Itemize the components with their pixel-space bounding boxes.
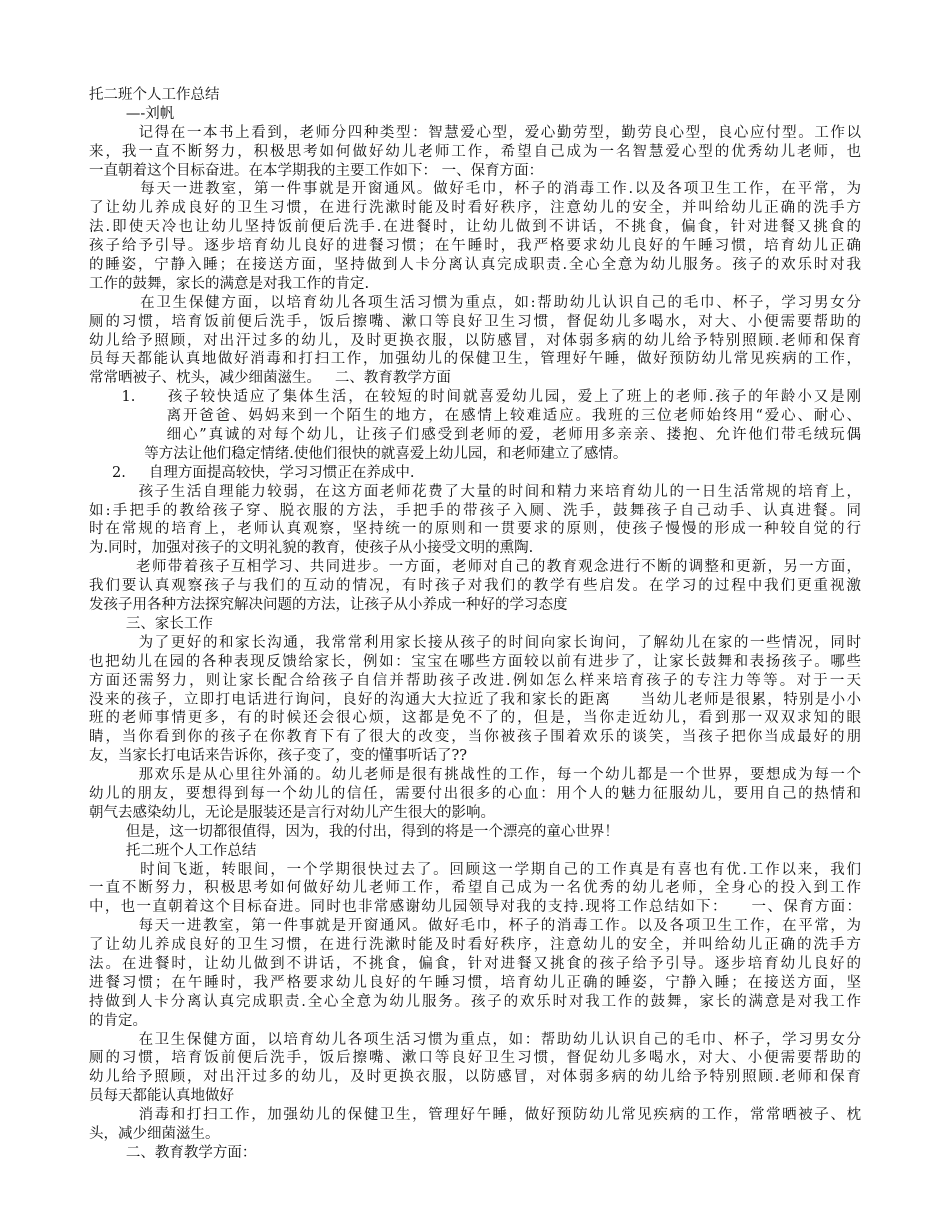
list-item: 2. 自理方面提高较快，学习习惯正在养成中. (89, 464, 415, 481)
list-item-continued: 细心”真诚的对每个幼儿，让孩子们感受到老师的爱，老师用多亲亲、搂抱、允许他们带毛绒玩偶 (89, 427, 861, 444)
text-line: 法。在进餐时，让幼儿做到不讲话，不挑食，偏食，针对进餐又挑食的孩子给予引导。逐步培育幼儿良好的 (89, 955, 861, 972)
text-line: 友，当家长打电话来告诉你，孩子变了，变的懂事听话了?? (89, 748, 468, 765)
text-line: 方面还需努力，则让家长配合给孩子自信并帮助孩子改进.例如怎么样来培育孩子的专注力等等。对于一天 (89, 672, 861, 689)
text-line: 一直朝着这个目标奋进。在本学期我的主要工作如下： 一、保育方面： (89, 162, 544, 179)
text-line: 厕的习惯，培育饭前便后洗手，饭后擦嘴、漱口等良好卫生习惯，督促幼儿多喝水，对大、小便需要帮助的 (89, 313, 861, 330)
text-line: 中，也一直朝着这个目标奋进。同时也非常感谢幼儿园领导对我的支持.现将工作总结如下： 一、保育方面： (89, 899, 861, 916)
text-line: 幼儿给予照顾，对出汗过多的幼儿，及时更换衣服，以防感冒，对体弱多病的幼儿给予特别照顾.老师和保育 (89, 1069, 861, 1086)
text-line: 进餐习惯；在午睡时，我严格要求幼儿良好的午睡习惯，培育幼儿正确的睡姿，宁静入睡；在接送方面，坚 (89, 974, 861, 991)
text-line: 睛，当你看到你的孩子在你教育下有了很大的改变，当你被孩子围着欢乐的谈笑，当孩子把你当成最好的朋 (89, 729, 861, 746)
text-line: 我们要认真观察孩子与我们的互动的情况，有时孩子对我们的教学有些启发。在学习的过程中我们更重视激 (89, 578, 861, 595)
text-line: 时间飞逝，转眼间，一个学期很快过去了。回顾这一学期自己的工作真是有喜也有优.工作以来，我们 (89, 861, 861, 878)
text-line: 每天一进教室，第一件事就是开窗通风。做好毛巾，杯子的消毒工作.以及各项卫生工作，在平常，为 (89, 181, 861, 198)
text-line: 为了更好的和家长沟通，我常常利用家长接从孩子的时间向家长询问，了解幼儿在家的一些情况，同时 (89, 634, 861, 651)
section-heading: 三、家长工作 (89, 615, 213, 632)
author-line: —-刘帆 (89, 105, 175, 122)
text-line: 的肯定。 (89, 1012, 147, 1029)
text-line: 也把幼儿在园的各种表现反馈给家长，例如：宝宝在哪些方面较以前有进步了，让家长鼓舞和表扬孩子。哪些 (89, 653, 861, 670)
text-line: 消毒和打扫工作，加强幼儿的保健卫生，管理好午睡，做好预防幼儿常见疾病的工作，常常晒被子、枕 (89, 1107, 861, 1124)
text-line: 工作的鼓舞，家长的满意是对我工作的肯定. (89, 275, 370, 292)
text-line: 记得在一本书上看到，老师分四种类型：智慧爱心型，爱心勤劳型，勤劳良心型，良心应付型。工作以 (89, 124, 861, 141)
text-line: 来，我一直不断努力，积极思考如何做好幼儿老师工作，希望自己成为一名智慧爱心型的优秀幼儿老师，也 (89, 143, 861, 160)
list-item-continued: 等方法让他们稳定情绪.使他们很快的就喜爱上幼儿园，和老师建立了感情。 (89, 445, 628, 462)
document-body (89, 86, 861, 1163)
text-line: 发孩子用各种方法探究解决问题的方法，让孩子从小养成一种好的学习态度 (89, 597, 568, 614)
text-line: 每天一进教室，第一件事就是开窗通风。做好毛巾，杯子的消毒工作。以及各项卫生工作，在平常，为 (89, 918, 861, 935)
section-heading: 二、教育教学方面： (89, 1144, 257, 1161)
text-line: 为.同时，加强对孩子的文明礼貌的教育，使孩子从小接受文明的熏陶. (89, 540, 534, 557)
text-line: 头，减少细菌滋生。 (89, 1125, 220, 1142)
text-line: 持做到人卡分离认真完成职责.全心全意为幼儿服务。孩子的欢乐时对我工作的鼓舞，家长的满意是对我工作 (89, 993, 861, 1010)
text-line: 幼儿的朋友，要想得到每一个幼儿的信任，需要付出很多的心血：用个人的魅力征服幼儿，要用自己的热情和 (89, 785, 861, 802)
list-item: 1. 孩子较快适应了集体生活，在较短的时间就喜爱幼儿园，爱上了班上的老师.孩子的年龄小又是刚 (89, 389, 861, 406)
text-line: 在卫生保健方面，以培育幼儿各项生活习惯为重点，如:帮助幼儿认识自己的毛巾、杯子，学习男女分 (89, 294, 861, 311)
document-title: 托二班个人工作总结 (89, 87, 220, 103)
text-line: 的睡姿，宁静入睡；在接送方面，坚持做到人卡分离认真完成职责.全心全意为幼儿服务。孩子的欢乐时对我 (89, 257, 861, 274)
text-line: 班的老师事情更多，有的时候还会很心烦，这都是免不了的，但是，当你走近幼儿，看到那一双双求知的眼 (89, 710, 861, 727)
text-line: 没来的孩子，立即打电话进行询问，良好的沟通大大拉近了我和家长的距离 当幼儿老师是很累，特别是小小 (89, 691, 861, 708)
second-title: 托二班个人工作总结 (89, 842, 257, 859)
text-line: 员每天都能认真地做好 (89, 1088, 234, 1105)
text-line: 幼儿给予照顾，对出汗过多的幼儿，及时更换衣服，以防感冒，对体弱多病的幼儿给予特别照顾.老师和保育 (89, 332, 861, 349)
text-line: 孩子给予引导。逐步培育幼儿良好的进餐习惯；在午睡时，我严格要求幼儿良好的午睡习惯，培育幼儿正确 (89, 238, 861, 255)
text-line: 时在常规的培育上，老师认真观察，坚持统一的原则和一贯要求的原则，使孩子慢慢的形成一种较自觉的行 (89, 521, 861, 538)
text-line: 老师带着孩子互相学习、共同进步。一方面，老师对自己的教育观念进行不断的调整和更新，另一方面， (89, 559, 861, 576)
text-line: 厕的习惯，培育饭前便后洗手，饭后擦嘴、漱口等良好卫生习惯，督促幼儿多喝水，对大、小便需要帮助的 (89, 1050, 861, 1067)
text-line: 在卫生保健方面，以培育幼儿各项生活习惯为重点，如：帮助幼儿认识自己的毛巾、杯子，学习男女分 (89, 1031, 861, 1048)
text-line: 员每天都能认真地做好消毒和打扫工作，加强幼儿的保健卫生，管理好午睡，做好预防幼儿常见疾病的工作， (89, 351, 861, 368)
text-line: 那欢乐是从心里往外涌的。幼儿老师是很有挑战性的工作，每一个幼儿都是一个世界，要想成为每一个 (89, 767, 861, 784)
section-heading: 常常晒被子、枕头，减少细菌滋生。 二、教育教学方面 (89, 370, 451, 387)
text-line: 如:手把手的教给孩子穿、脱衣服的方法，手把手的带孩子入厕、洗手，鼓舞孩子自己动手、认真进餐。同 (89, 502, 861, 519)
text-line: 了让幼儿养成良好的卫生习惯，在进行洗漱时能及时看好秩序，注意幼儿的安全，并叫给幼儿正确的洗手方 (89, 200, 861, 217)
list-item-continued: 离开爸爸、妈妈来到一个陌生的地方，在感情上较难适应。我班的三位老师始终用“爱心、耐心、 (89, 408, 861, 425)
text-line: 孩子生活自理能力较弱，在这方面老师花费了大量的时间和精力来培育幼儿的一日生活常规的培育上， (89, 483, 861, 500)
text-line: 朝气去感染幼儿，无论是服装还是言行对幼儿产生很大的影响。 (89, 804, 495, 821)
text-line: 但是，这一切都很值得，因为，我的付出，得到的将是一个漂亮的童心世界！ (89, 823, 619, 840)
text-line: 了让幼儿养成良好的卫生习惯，在进行洗漱时能及时看好秩序，注意幼儿的安全，并叫给幼儿正确的洗手方 (89, 937, 861, 954)
text-line: 法.即使天冷也让幼儿坚持饭前便后洗手.在进餐时，让幼儿做到不讲话，不挑食，偏食，针对进餐又挑食的 (89, 219, 861, 236)
text-line: 一直不断努力，积极思考如何做好幼儿老师工作，希望自己成为一名优秀的幼儿老师，全身心的投入到工作 (89, 880, 861, 897)
